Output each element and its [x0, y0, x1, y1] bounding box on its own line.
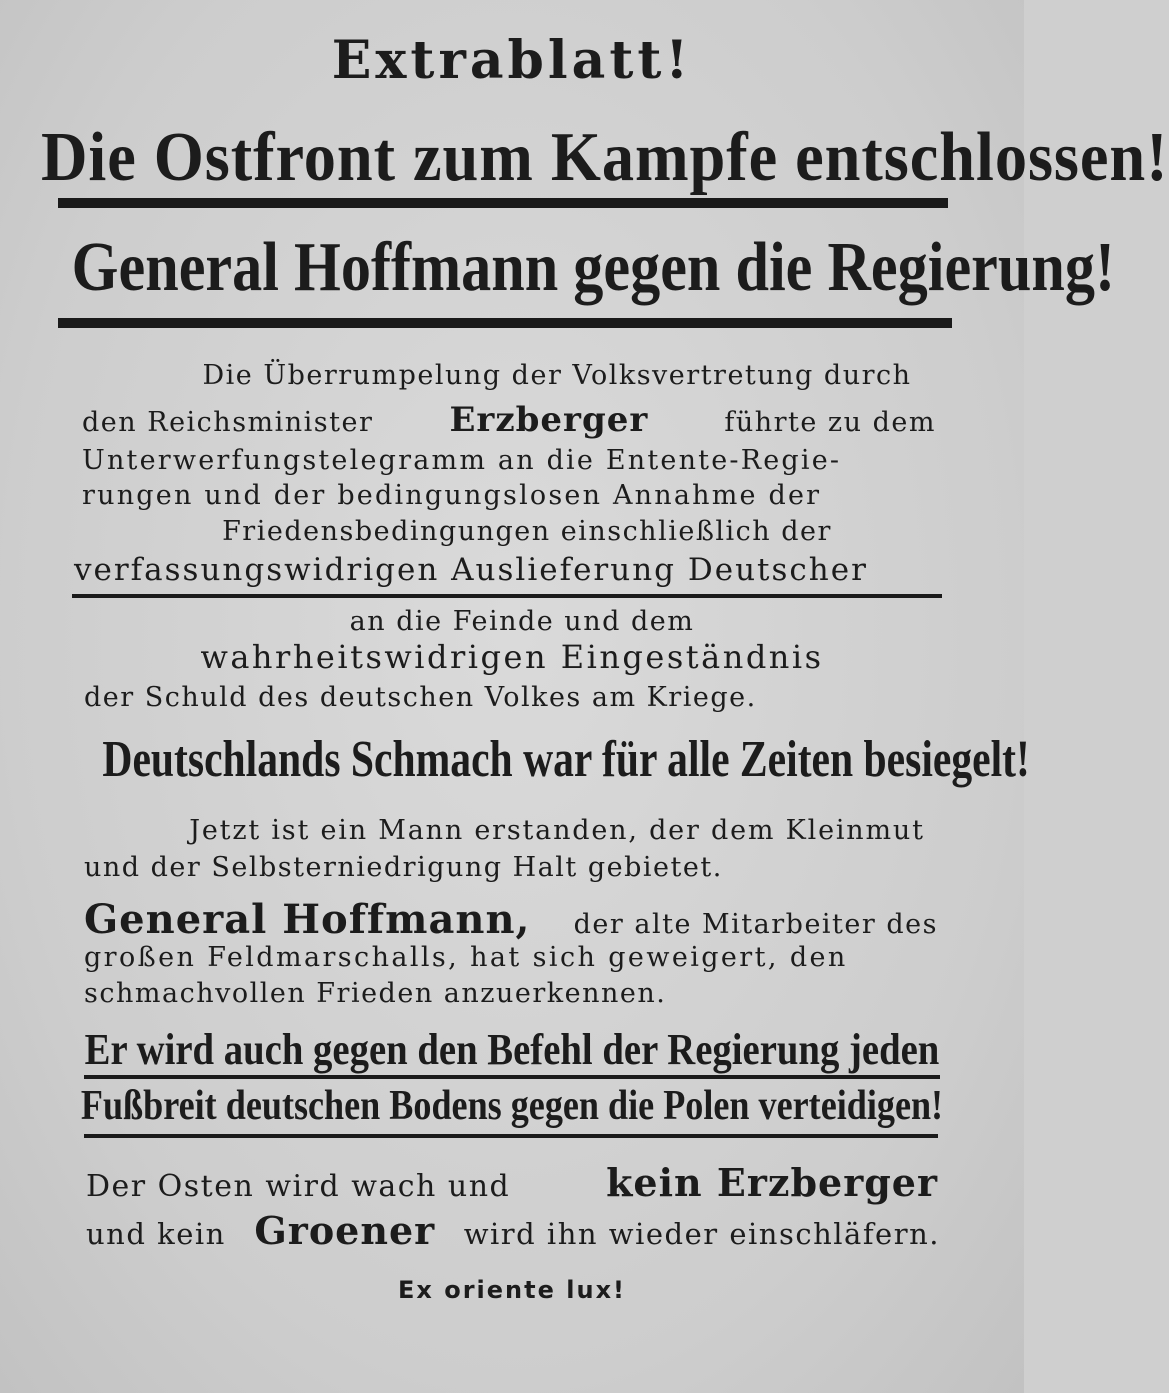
para1-line3: Unterwerfungstelegramm an die Entente-Regie-	[82, 445, 842, 476]
slogan-schmach: Deutschlands Schmach war für alle Zeiten besiegelt!	[102, 731, 1030, 788]
para1-line6: verfassungswidrigen Auslieferung Deutscher	[74, 552, 868, 588]
para1-line2	[82, 400, 936, 440]
para3-line1-rest: der alte Mitarbeiter des	[573, 909, 938, 940]
erzberger-name: Erzberger	[449, 400, 649, 440]
hoffmann-name: General Hoffmann,	[84, 896, 531, 943]
closing-kein-erzberger: kein Erzberger	[606, 1160, 938, 1205]
extrablatt-title: Extrablatt!	[331, 30, 693, 91]
para3-line2: großen Feldmarschalls, hat sich geweigert, den	[84, 942, 848, 973]
groener-name: Groener	[254, 1208, 436, 1253]
motto: Ex oriente lux!	[398, 1276, 626, 1304]
slogan2-line2: Fußbreit deutschen Bodens gegen die Polen verteidigen!	[80, 1083, 944, 1129]
para2-line2: und der Selbsterniedrigung Halt gebietet.	[84, 852, 723, 883]
closing-line2-c: wird ihn wieder einschläfern.	[463, 1217, 940, 1251]
closing-line2-a: und kein	[86, 1217, 226, 1251]
para1-line8: wahrheitswidrigen Eingeständnis	[200, 638, 824, 676]
headline-ostfront: Die Ostfront zum Kampfe entschlossen!	[40, 119, 1169, 196]
para1-line5: Friedensbedingungen einschließlich der	[222, 516, 832, 547]
para1-line2-c: führte zu dem	[724, 407, 936, 438]
closing-line1-a: Der Osten wird wach und	[86, 1169, 511, 1204]
para1-line1: Die Überrumpelung der Volksvertretung durch	[202, 360, 912, 391]
para1-line9: der Schuld des deutschen Volkes am Kriege.	[84, 682, 757, 713]
para1-line2-a: den Reichsminister	[82, 407, 374, 438]
closing-line1	[86, 1160, 938, 1205]
para1-line4: rungen und der bedingungslosen Annahme der	[82, 480, 822, 511]
para2-line1: Jetzt ist ein Mann erstanden, der dem Kleinmut	[189, 815, 925, 846]
rule-4	[84, 1075, 940, 1079]
para1-line7: an die Feinde und dem	[349, 606, 695, 637]
para3-line3: schmachvollen Frieden anzuerkennen.	[84, 978, 667, 1009]
headline-hoffmann: General Hoffmann gegen die Regierung!	[71, 229, 1116, 306]
rule-1	[58, 198, 948, 208]
rule-2	[58, 318, 952, 328]
rule-3	[72, 594, 942, 598]
slogan2-line1: Er wird auch gegen den Befehl der Regierung jeden	[84, 1025, 940, 1074]
rule-5	[84, 1134, 938, 1138]
closing-line2	[86, 1208, 940, 1253]
para3-line1	[84, 896, 938, 943]
